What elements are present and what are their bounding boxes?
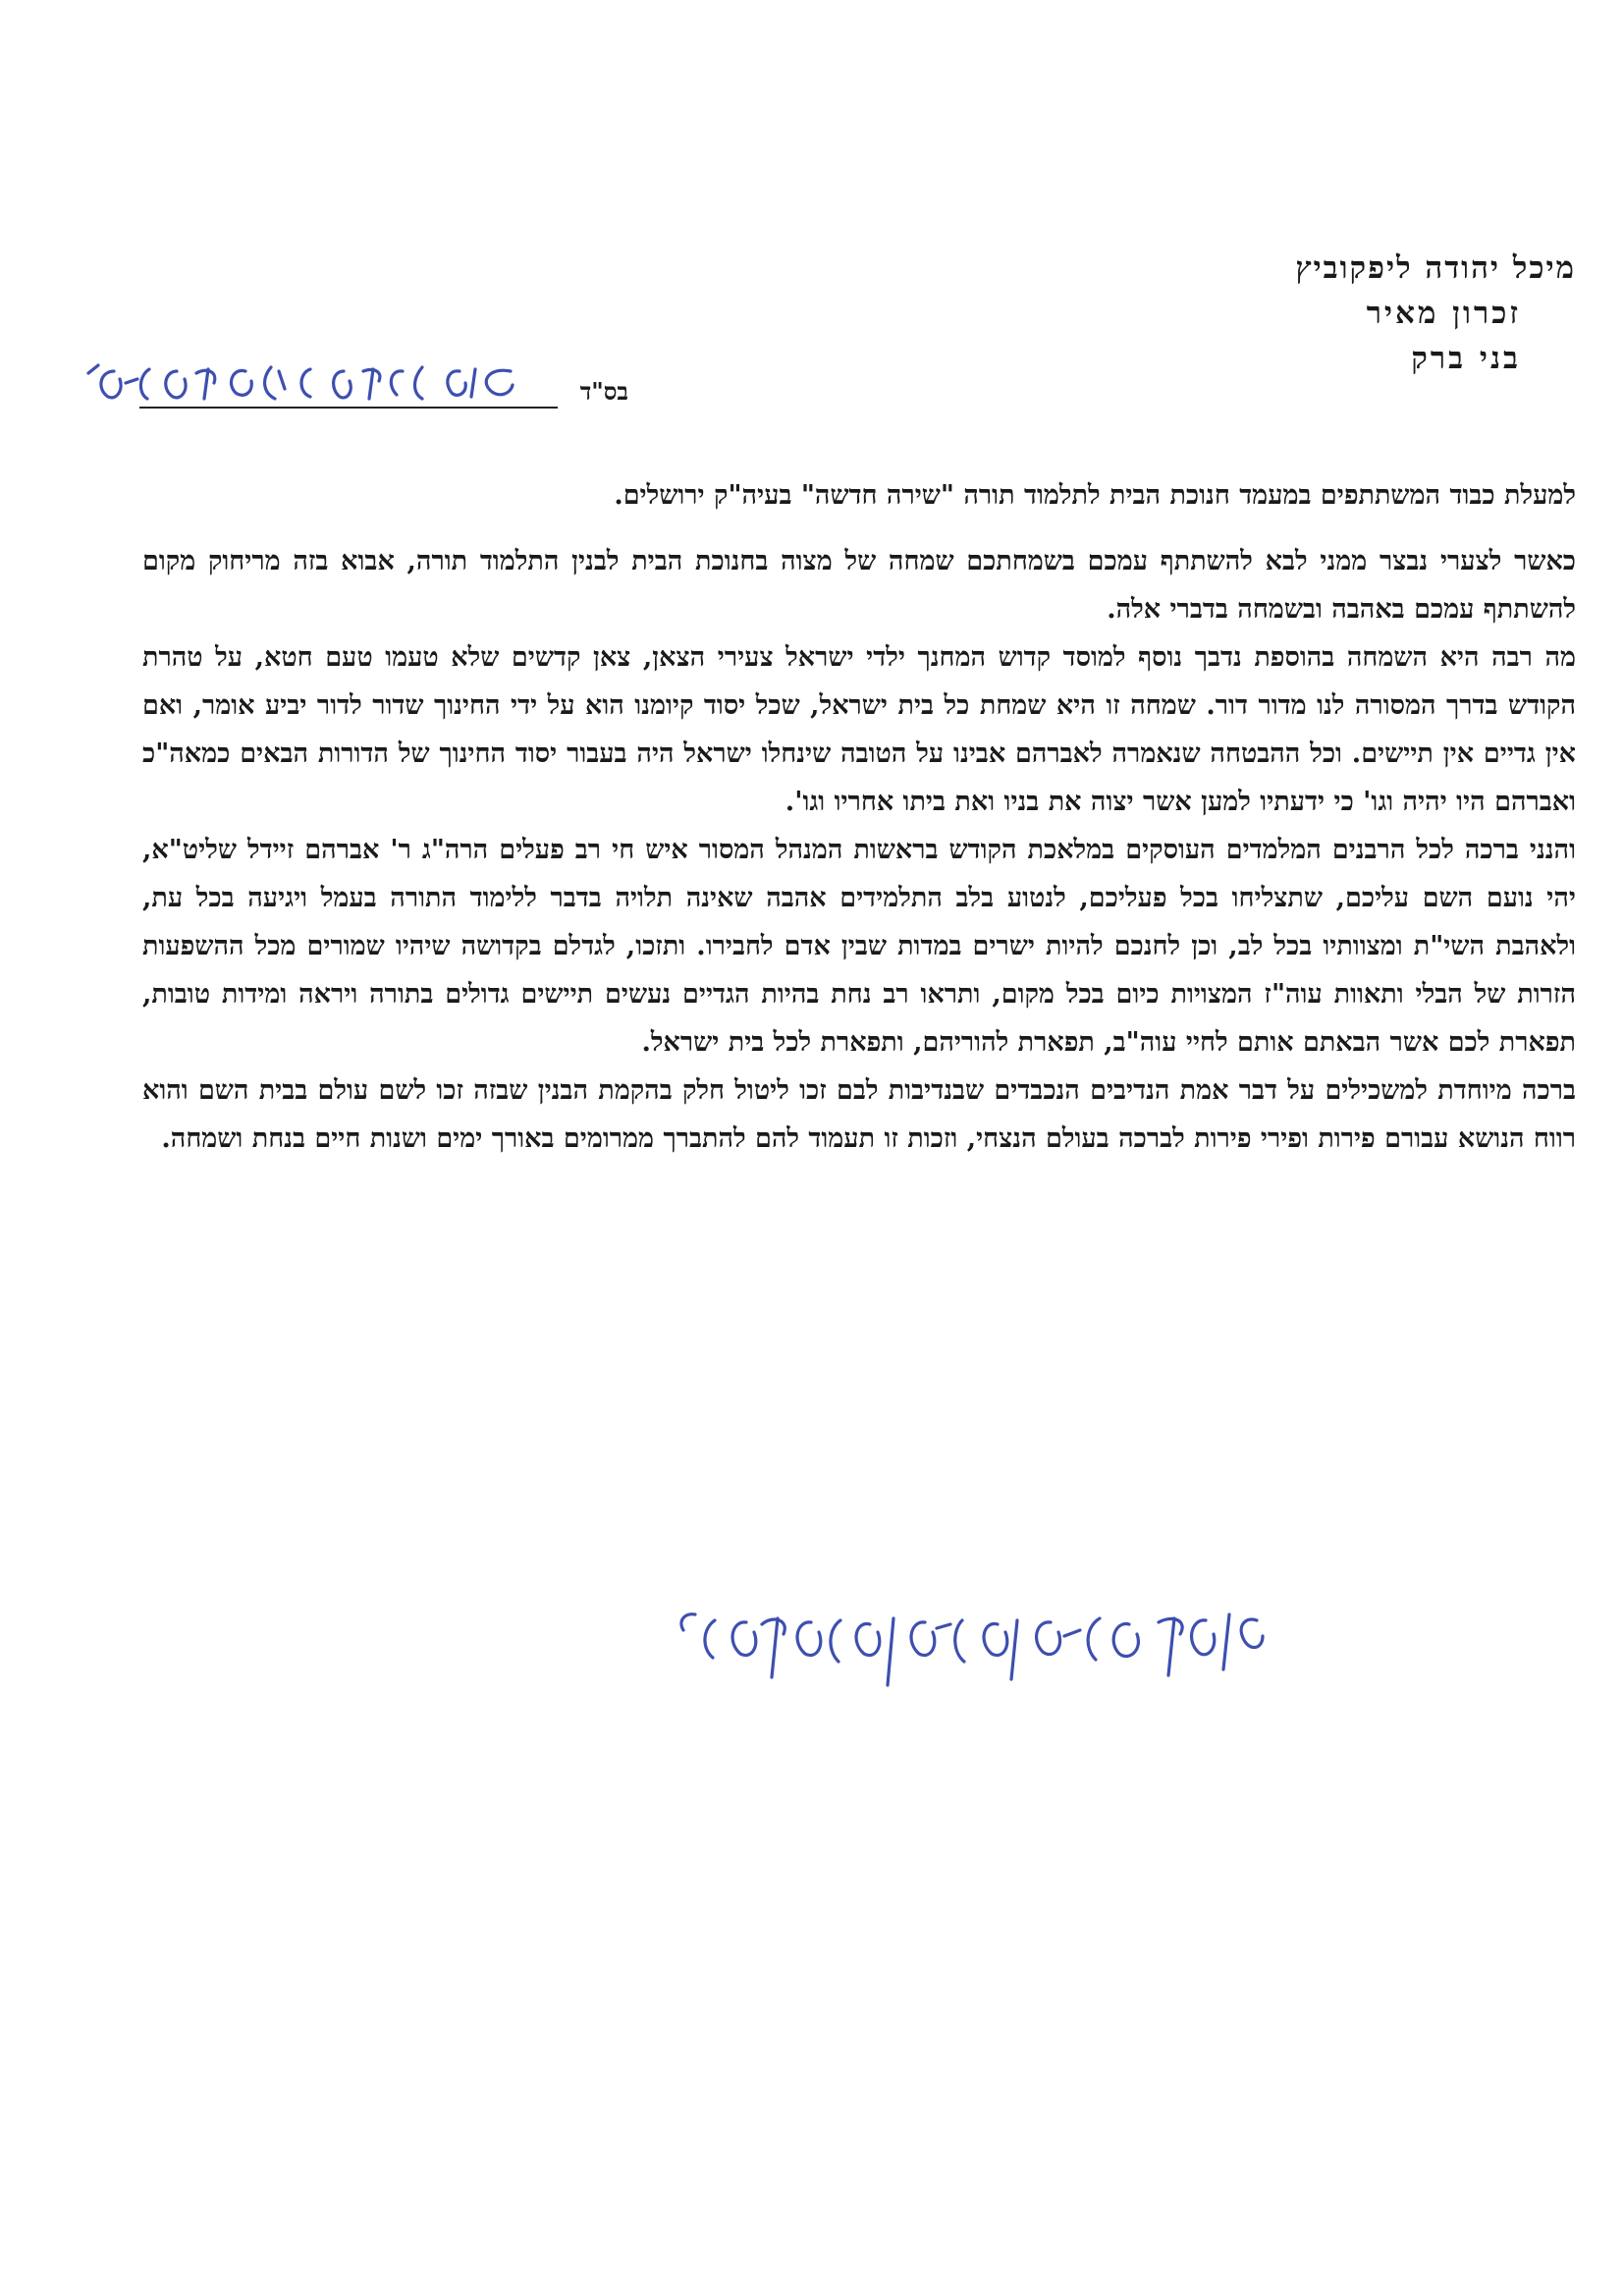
sender-name: מיכל יהודה ליפקוביץ [1295,250,1576,286]
sender-block [1065,246,1576,381]
sender-address-line1: זכרון מאיר [1366,296,1521,331]
handwritten-date [79,350,540,418]
date-row [79,350,628,428]
letter-address: למעלת כבוד המשתתפים במעמד חנוכת הבית לתלמוד תורה "שירה חדשה" בעיה"ק ירושלים. [614,480,1576,511]
handwritten-signature [668,1591,1276,1738]
bsd-heading: בס"ד [579,377,628,406]
letter-paragraph-3: והנני ברכה לכל הרבנים המלמדים העוסקים במלאכת הקודש בראשות המנהל המסור איש חי רב פעלים הרה"ג ר' אברהם זיידל שליט"א, יהי נועם השם עליכם, שתצליחו בכל פעליכם, לנטוע בלב התלמידים אהבה שאינה תלויה בדבר ללימוד התורה בעמל ויגיעה בכל עת, ולאהבת השי"ת ומצוותיו בכל לב, וכן לחנכם להיות ישרים במדות שבין אדם לחבירו. ותזכו, לגדלם בקדושה שיהיו שמורים מכל ההשפעות הזרות של הבלי ותאוות עוה"ז המצויות כיום בכל מקום, ותראו רב נחת בהיות הגדיים נעשים תיישים גדולים בתורה ויראה ומידות טובות, תפארת לכם אשר הבאתם אותם לחיי עוה"ב, תפארת להוריהם, ותפארת לכל בית ישראל. [142,835,1576,1058]
letter-paragraph-4: ברכה מיוחדת למשכילים על דבר אמת הנדיבים הנכבדים שבנדיבות לבם זכו ליטול חלק בהקמת הבנין שבזה זכו לשם עולם בבית השם והוא רווח הנושא עבורם פירות ופירי פירות לברכה בעולם הנצחי, וזכות זו תעמוד להם להתברך ממרומים באורך ימים ושנות חיים בנחת ושמחה. [142,1075,1576,1154]
letter-body [142,471,1576,1163]
sender-address-line2: בני ברק [1411,341,1521,376]
letter-paragraph-1: כאשר לצערי נבצר ממני לבא להשתתף עמכם בשמחתכם שמחה של מצוה בחנוכת הבית לבנין התלמוד תורה, אבוא בזה מריחוק מקום להשתתף עמכם באהבה ובשמחה בדברי אלה. [142,546,1576,625]
letter-paragraph-2: מה רבה היא השמחה בהוספת נדבך נוסף למוסד קדוש המחנך ילדי ישראל צעירי הצאן, צאן קדשים שלא טעמו טעם חטא, על טהרת הקודש בדרך המסורה לנו מדור דור. שמחה זו היא שמחת כל בית ישראל, שכל יסוד קיומנו הוא על ידי החינוך שדור לדור יביע אומר, ואם אין גדיים אין תיישים. וכל ההבטחה שנאמרה לאברהם אבינו על הטובה שינחלו ישראל היה בעבור יסוד החינוך של הדורות הבאים כמאה"כ ואברהם היו יהיה וגו' כי ידעתיו למען אשר יצוה את בניו ואת ביתו אחריו וגו'. [142,642,1576,817]
